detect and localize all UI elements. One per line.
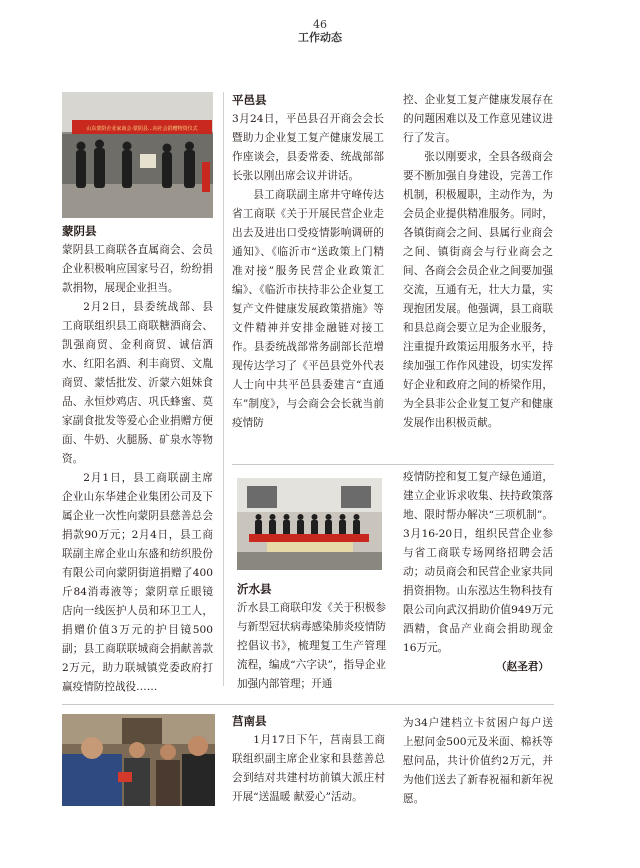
yishui-para-2: 疫情防控和复工复产绿色通道，建立企业诉求收集、扶持政策落地、限时帮办解决“三项机制”。3月16-20日，组织民营企业参与省工商联专场网络招聘会活动；动员商会和民营企业家共同捐资捐物。山东泓达生物科技有限公司向武汉捐助价值949万元酒精，食品产业商会捐助现金16万元。 [403,471,553,654]
mengyin-para-2: 2月2日，县委统战部、县工商联组织县工商联糖酒商会、凯强商贸、金利商贸、诚信酒水、红阳名酒、利丰商贸、文胤商贸、蒙恬批发、沂蒙六姐妹食品、永恒炒鸡店、巩氏蜂蜜、莫家副食批发等爱心企业捐赠方便面、牛奶、火腿肠、矿泉水等物资。 [62,301,213,465]
pingyi-para-3: 控、企业复工复产健康发展存在的问题困难以及工作意见建议进行了发言。 [403,94,553,144]
section-divider-bottom [62,704,554,705]
yishui-article-continued [403,468,553,677]
mengyin-para-1: 蒙阴县工商联各直属商会、会员企业积极响应国家号召，纷纷捐款捐物，展现企业担当。 [62,244,213,294]
banner-text: 山东蒙阴企业家商会·蒙阴县...向社会捐赠物资仪式 [86,126,198,132]
pingyi-para-2: 县工商联副主席井守峰传达省工商联《关于开展民营企业走出去及进出口受疫情影响调研的通知》、《临沂市“送政策上门精准对接”服务民营企业政策汇编》、《临沂市扶持非公企业复工复产文件健康发展政策措施》等文件精神并安排金融链对接工作。县委统战部常务副部长范增现传达学习了《平邑县党外代表人士向中共平邑县委建言“直通车”制度》，与会商会会长就当前疫情防 [232,189,384,429]
pingyi-article-continued [403,91,553,433]
pingyi-para-1: 3月24日，平邑县召开商会会长暨助力企业复工复产健康发展工作座谈会，县委常委、统战部部长张以刚出席会议并讲话。 [232,113,384,182]
junan-photo [62,714,215,806]
column-divider [223,92,224,686]
mengyin-article [62,222,213,697]
mengyin-heading: 蒙阴县 [62,224,97,238]
yishui-article [237,580,386,694]
yishui-heading: 沂水县 [237,582,272,596]
junan-para-1: 1月17日下午，莒南县工商联组织副主席企业家和县慈善总会到结对共建村坊前镇大派庄村开展“送温暖 献爱心”活动。 [232,734,385,803]
junan-article [232,712,385,807]
section-divider [232,464,554,465]
junan-heading: 莒南县 [232,714,267,728]
yishui-photo [237,478,382,570]
mengyin-photo [62,92,213,218]
junan-para-2: 为34户建档立卡贫困户每户送上慰问金500元及米面、棉袄等慰问品，共计价值约2万元，并为他们送去了新春祝福和新年祝愿。 [403,717,553,805]
junan-article-continued [403,714,553,809]
pingyi-para-4: 张以刚要求，全县各级商会要不断加强自身建设，完善工作机制，积极履职，主动作为，为会员企业提供精准服务。同时，各镇街商会之间、县属行业商会之间、镇街商会与行业商会之间、各商会会员企业之间要加强交流，互通有无，壮大力量，实现抱团发展。他强调，县工商联和县总商会要立足为企业服务，注重提升政策运用服务水平，持续加强工作作风建设，切实发挥好企业和政府之间的桥梁作用，为全县非公企业复工复产和健康发展作出积极贡献。 [403,151,553,429]
yishui-para-1: 沂水县工商联印发《关于积极参与新型冠状病毒感染肺炎疫情防控倡议书》，梳理复工生产管理流程，编成“六字诀”，指导企业加强内部管理；开通 [237,602,386,690]
author-credit: （赵圣君） [496,661,549,673]
section-title: 工作动态 [298,31,342,44]
mengyin-para-3: 2月1日，县工商联副主席企业山东华建企业集团公司及下属企业一次性向蒙阴县慈善总会捐款90万元；2月4日，县工商联副主席企业山东盛和纺织股份有限公司向蒙阴街道捐赠了400斤84消毒液等；蒙阴章丘眼镜店向一线医护人员和环卫工人，捐赠价值3万元的护目镜500副；县工商联联城商会捐献善款2万元，助力联城镇党委政府打赢疫情防控战役…… [62,472,213,693]
pingyi-article [232,91,384,433]
page-number: 46 [313,18,327,31]
page-header [0,18,640,44]
pingyi-heading: 平邑县 [232,93,267,107]
